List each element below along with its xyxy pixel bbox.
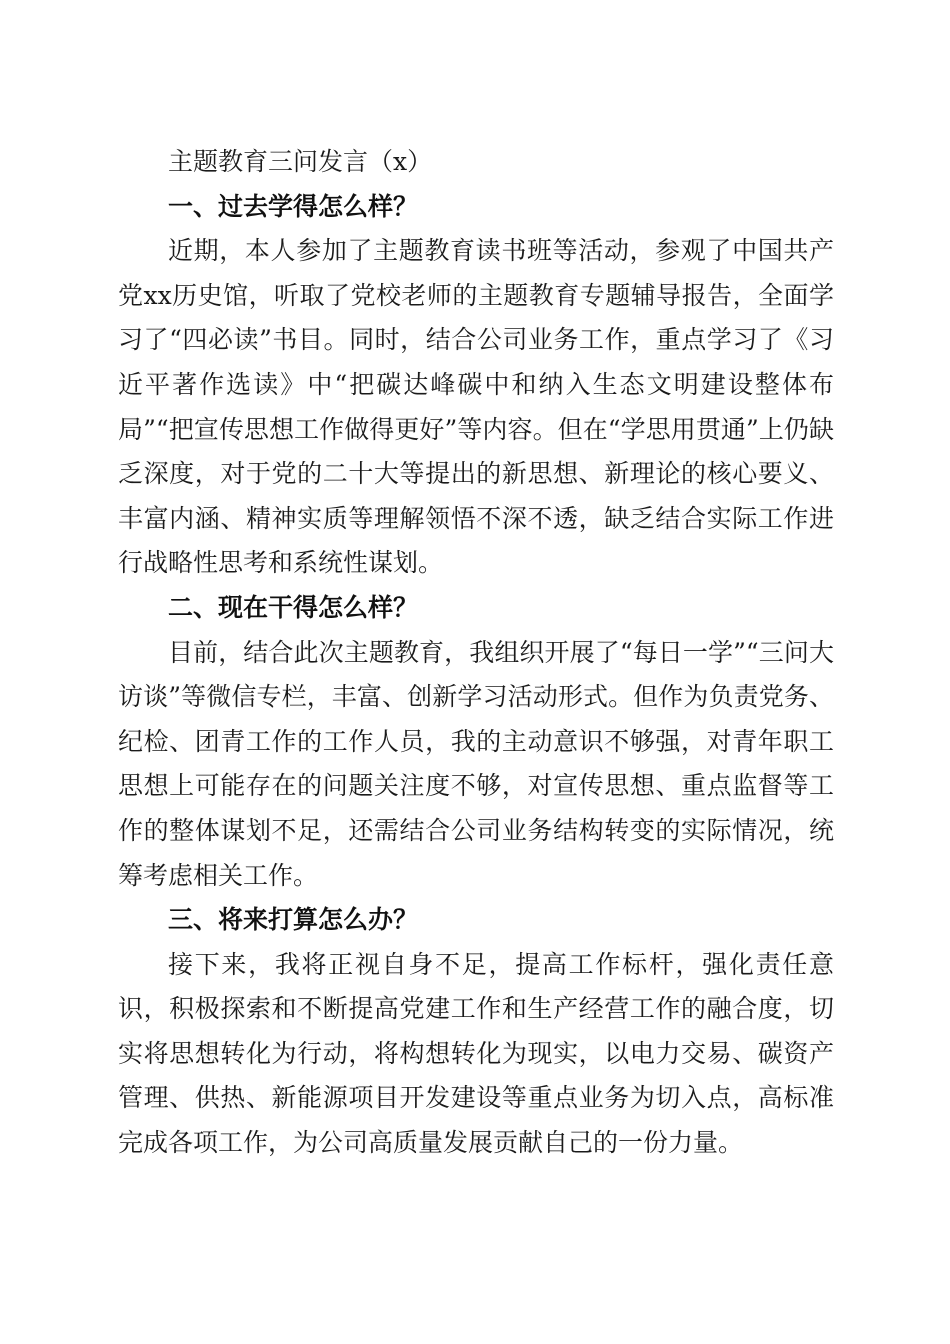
section-paragraph-past: 近期，本人参加了主题教育读书班等活动，参观了中国共产党xx历史馆，听取了党校老师的主题教育专题辅导报告，全面学习了“四必读”书目。同时，结合公司业务工作，重点学习了《习近平著作选读》中“把碳达峰碳中和纳入生态文明建设整体布局”“把宣传思想工作做得更好”等内容。但在“学思用贯通”上仍缺乏深度，对于党的二十大等提出的新思想、新理论的核心要义、丰富内涵、精神实质等理解领悟不深不透，缺乏结合实际工作进行战略性思考和系统性谋划。 (118, 236, 834, 578)
section-paragraph-future: 接下来，我将正视自身不足，提高工作标杆，强化责任意识，积极探索和不断提高党建工作和生产经营工作的融合度，切实将思想转化为行动，将构想转化为现实，以电力交易、碳资产管理、供热、新能源项目开发建设等重点业务为切入点，高标准完成各项工作，为公司高质量发展贡献自己的一份力量。 (118, 949, 834, 1158)
section-paragraph-present: 目前，结合此次主题教育，我组织开展了“每日一学”“三问大访谈”等微信专栏，丰富、创新学习活动形式。但作为负责党务、纪检、团青工作的工作人员，我的主动意识不够强，对青年职工思想上可能存在的问题关注度不够，对宣传思想、重点监督等工作的整体谋划不足，还需结合公司业务结构转变的实际情况，统筹考虑相关工作。 (118, 637, 834, 890)
section-heading-past: 一、过去学得怎么样？ (168, 191, 419, 221)
section-heading-future: 三、将来打算怎么办？ (168, 905, 419, 935)
document-title: 主题教育三问发言（x） (168, 147, 433, 176)
document-body (118, 140, 834, 1166)
section-heading-present: 二、现在干得怎么样？ (168, 592, 419, 622)
